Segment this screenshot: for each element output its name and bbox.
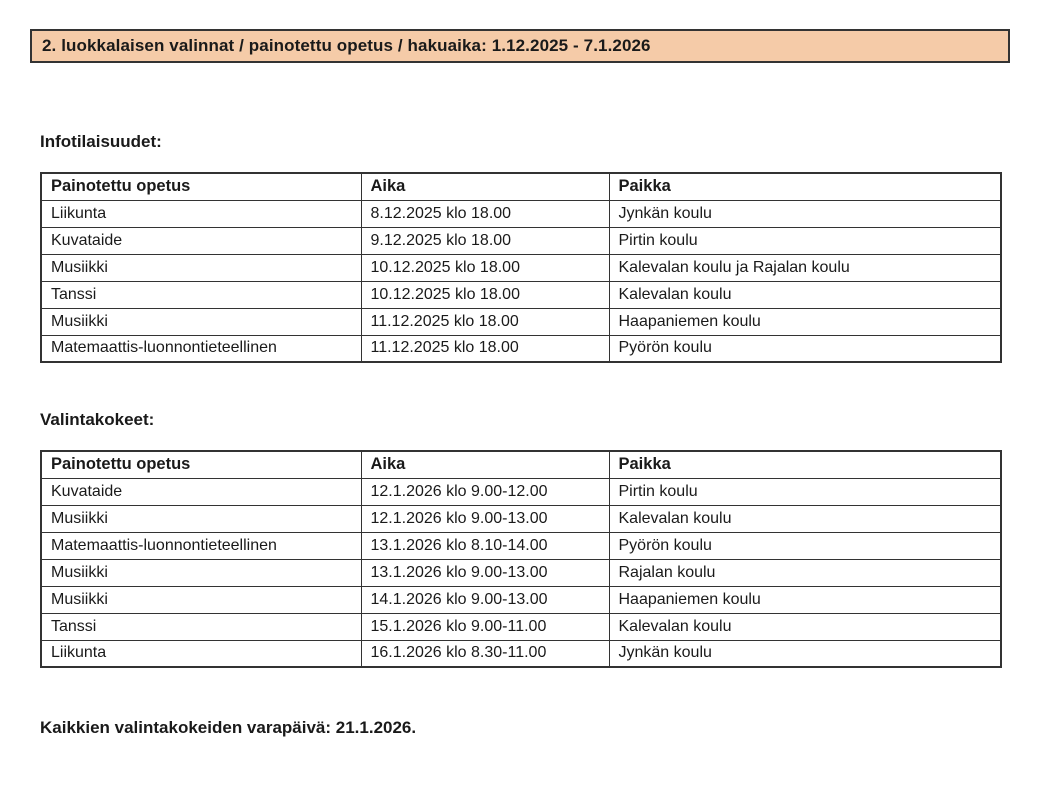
- sections-container: [30, 132, 1010, 668]
- table-cell: 10.12.2025 klo 18.00: [361, 254, 609, 281]
- table-cell: Tanssi: [41, 281, 361, 308]
- table-body: [41, 200, 1001, 362]
- table-cell: Musiikki: [41, 586, 361, 613]
- table-cell: Tanssi: [41, 613, 361, 640]
- table-header-row: [41, 451, 1001, 478]
- table-cell: 8.12.2025 klo 18.00: [361, 200, 609, 227]
- column-header: Aika: [361, 451, 609, 478]
- table-cell: Pirtin koulu: [609, 478, 1001, 505]
- table-cell: 12.1.2026 klo 9.00-12.00: [361, 478, 609, 505]
- table-cell: Musiikki: [41, 559, 361, 586]
- footer-note: Kaikkien valintakokeiden varapäivä: 21.1.2026.: [40, 718, 417, 737]
- table-head: [41, 451, 1001, 478]
- section-heading: Infotilaisuudet:: [40, 132, 162, 151]
- table-cell: 11.12.2025 klo 18.00: [361, 308, 609, 335]
- table-row: [41, 532, 1001, 559]
- column-header: Painotettu opetus: [41, 173, 361, 200]
- table-cell: 12.1.2026 klo 9.00-13.00: [361, 505, 609, 532]
- table-cell: Musiikki: [41, 308, 361, 335]
- title-banner: [30, 29, 1010, 63]
- table-cell: Matemaattis-luonnontieteellinen: [41, 335, 361, 362]
- table-cell: Rajalan koulu: [609, 559, 1001, 586]
- section: [30, 410, 1010, 668]
- table-cell: Kalevalan koulu: [609, 281, 1001, 308]
- table-row: [41, 200, 1001, 227]
- table-cell: Musiikki: [41, 505, 361, 532]
- column-header: Paikka: [609, 451, 1001, 478]
- table-cell: 9.12.2025 klo 18.00: [361, 227, 609, 254]
- column-header: Paikka: [609, 173, 1001, 200]
- table-cell: Liikunta: [41, 200, 361, 227]
- table-row: [41, 335, 1001, 362]
- table-cell: Kalevalan koulu: [609, 613, 1001, 640]
- table-row: [41, 254, 1001, 281]
- table-row: [41, 308, 1001, 335]
- table-row: [41, 281, 1001, 308]
- table-cell: Jynkän koulu: [609, 640, 1001, 667]
- table-row: [41, 586, 1001, 613]
- table-cell: Jynkän koulu: [609, 200, 1001, 227]
- table-cell: 10.12.2025 klo 18.00: [361, 281, 609, 308]
- table-cell: Haapaniemen koulu: [609, 308, 1001, 335]
- table-row: [41, 640, 1001, 667]
- table-row: [41, 227, 1001, 254]
- table-row: [41, 559, 1001, 586]
- table-cell: 13.1.2026 klo 8.10-14.00: [361, 532, 609, 559]
- table-cell: 15.1.2026 klo 9.00-11.00: [361, 613, 609, 640]
- column-header: Painotettu opetus: [41, 451, 361, 478]
- schedule-table: [40, 450, 1002, 668]
- table-cell: 16.1.2026 klo 8.30-11.00: [361, 640, 609, 667]
- table-cell: Musiikki: [41, 254, 361, 281]
- table-cell: Pyörön koulu: [609, 335, 1001, 362]
- table-head: [41, 173, 1001, 200]
- title-banner-text: 2. luokkalaisen valinnat / painotettu opetus / hakuaika: 1.12.2025 - 7.1.2026: [42, 36, 651, 55]
- table-cell: 13.1.2026 klo 9.00-13.00: [361, 559, 609, 586]
- table-cell: Pirtin koulu: [609, 227, 1001, 254]
- schedule-table: [40, 172, 1002, 363]
- table-cell: Pyörön koulu: [609, 532, 1001, 559]
- table-cell: Kuvataide: [41, 478, 361, 505]
- table-cell: Haapaniemen koulu: [609, 586, 1001, 613]
- table-cell: Kalevalan koulu ja Rajalan koulu: [609, 254, 1001, 281]
- table-row: [41, 478, 1001, 505]
- table-cell: Liikunta: [41, 640, 361, 667]
- table-header-row: [41, 173, 1001, 200]
- table-body: [41, 478, 1001, 667]
- table-row: [41, 505, 1001, 532]
- table-cell: Matemaattis-luonnontieteellinen: [41, 532, 361, 559]
- column-header: Aika: [361, 173, 609, 200]
- table-cell: 11.12.2025 klo 18.00: [361, 335, 609, 362]
- section: [30, 132, 1010, 363]
- section-heading: Valintakokeet:: [40, 410, 155, 429]
- table-cell: 14.1.2026 klo 9.00-13.00: [361, 586, 609, 613]
- table-cell: Kalevalan koulu: [609, 505, 1001, 532]
- table-cell: Kuvataide: [41, 227, 361, 254]
- table-row: [41, 613, 1001, 640]
